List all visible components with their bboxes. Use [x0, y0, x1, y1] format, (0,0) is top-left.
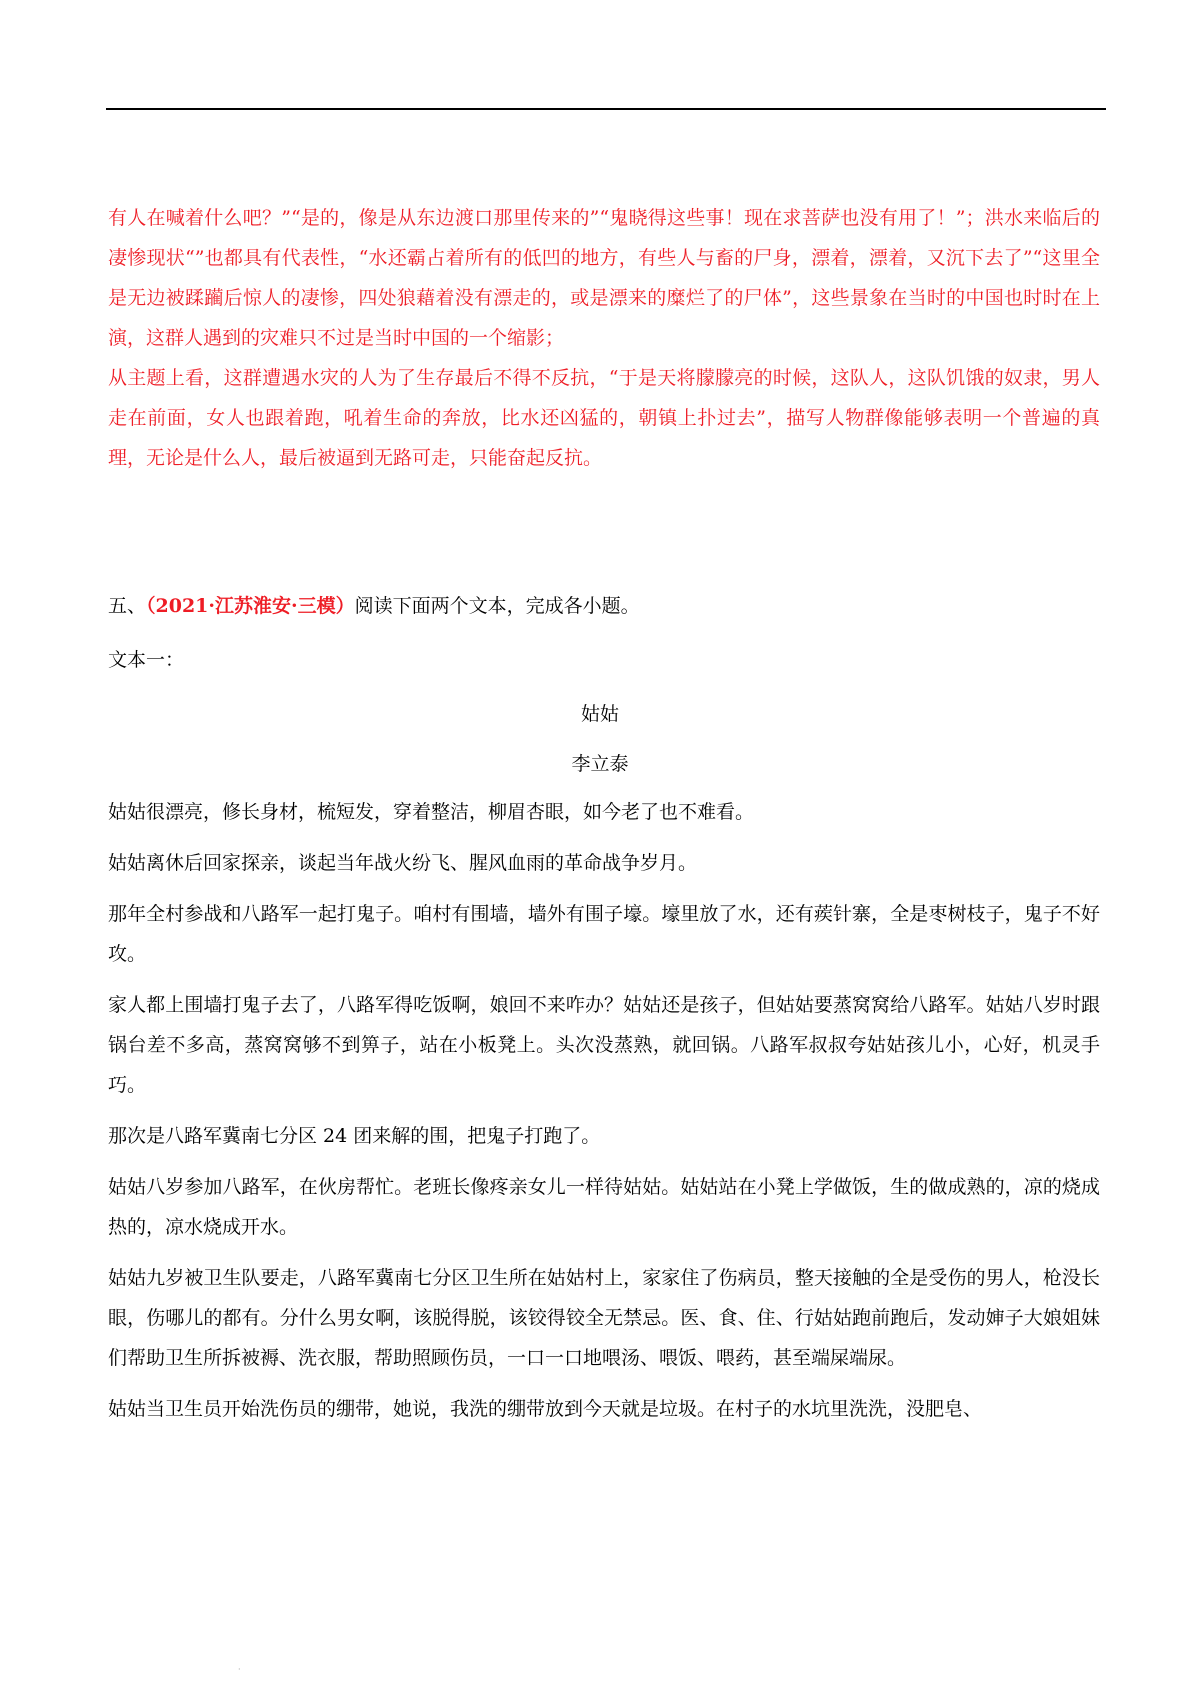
question-source: （2021·江苏淮安·三模）: [146, 595, 355, 617]
story-paragraph: 家人都上围墙打鬼子去了，八路军得吃饭啊，娘回不来咋办？姑姑还是孩子，但姑姑要蒸窝窝给八路军。姑姑八岁时跟锅台差不多高，蒸窝窝够不到箅子，站在小板凳上。头次没蒸熟，就回锅。八路军叔叔夸姑姑孩儿小，心好，机灵手巧。: [108, 994, 1100, 1096]
question-instruction: 阅读下面两个文本，完成各小题。: [354, 595, 640, 617]
story-title: 姑姑: [580, 703, 619, 725]
footer-mark: ·: [238, 1665, 241, 1674]
story-paragraph: 姑姑九岁被卫生队要走，八路军冀南七分区卫生所在姑姑村上，家家住了伤病员，整天接触的全是受伤的男人，枪没长眼，伤哪儿的都有。分什么男女啊，该脱得脱，该铰得铰全无禁忌。医、食、住、行姑姑跑前跑后，发动婶子大娘姐妹们帮助卫生所拆被褥、洗衣服，帮助照顾伤员，一口一口地喂汤、喂饭、喂药，甚至端屎端尿。: [108, 1267, 1100, 1369]
answer-paragraph: 从主题上看，这群遭遇水灾的人为了生存最后不得不反抗，“于是天将朦朦亮的时候，这队人，这队饥饿的奴隶，男人走在前面，女人也跟着跑，吼着生命的奔放，比水还凶猛的，朝镇上扑过去”，描写人物群像能够表明一个普遍的真理，无论是什么人，最后被逼到无路可走，只能奋起反抗。: [108, 367, 1100, 469]
story-paragraph: 姑姑离休后回家探亲，谈起当年战火纷飞、腥风血雨的革命战争岁月。: [108, 852, 698, 874]
story-paragraph: 姑姑很漂亮，修长身材，梳短发，穿着整洁，柳眉杏眼，如今老了也不难看。: [108, 801, 755, 823]
text-label: 文本一：: [108, 649, 185, 671]
story-body: [108, 792, 1100, 1440]
question-heading: [108, 586, 1100, 626]
answer-paragraph: 有人在喊着什么吧？”“是的，像是从东边渡口那里传来的”“鬼晓得这些事！现在求菩萨也没有用了！”；洪水来临后的凄惨现状“”也都具有代表性，“水还霸占着所有的低凹的地方，有些人与畜的尸身，漂着，漂着，又沉下去了”“这里全是无边被蹂躏后惊人的凄惨，四处狼藉着没有漂走的，或是漂来的糜烂了的尸体”，这些景象在当时的中国也时时在上演，这群人遇到的灾难只不过是当时中国的一个缩影；: [108, 207, 1100, 349]
question-number: 五、: [108, 595, 147, 617]
story-paragraph: 姑姑八岁参加八路军，在伙房帮忙。老班长像疼亲女儿一样待姑姑。姑姑站在小凳上学做饭，生的做成熟的，凉的烧成热的，凉水烧成开水。: [108, 1176, 1100, 1238]
story-author: 李立泰: [571, 753, 629, 775]
header-rule: [106, 108, 1106, 110]
story-paragraph: 那次是八路军冀南七分区 24 团来解的围，把鬼子打跑了。: [108, 1125, 601, 1147]
answer-analysis: [108, 198, 1100, 478]
story-paragraph: 姑姑当卫生员开始洗伤员的绷带，她说，我洗的绷带放到今天就是垃圾。在村子的水坑里洗洗，没肥皂、: [108, 1398, 983, 1420]
story-paragraph: 那年全村参战和八路军一起打鬼子。咱村有围墙，墙外有围子壕。壕里放了水，还有蒺针寨，全是枣树枝子，鬼子不好攻。: [108, 903, 1100, 965]
